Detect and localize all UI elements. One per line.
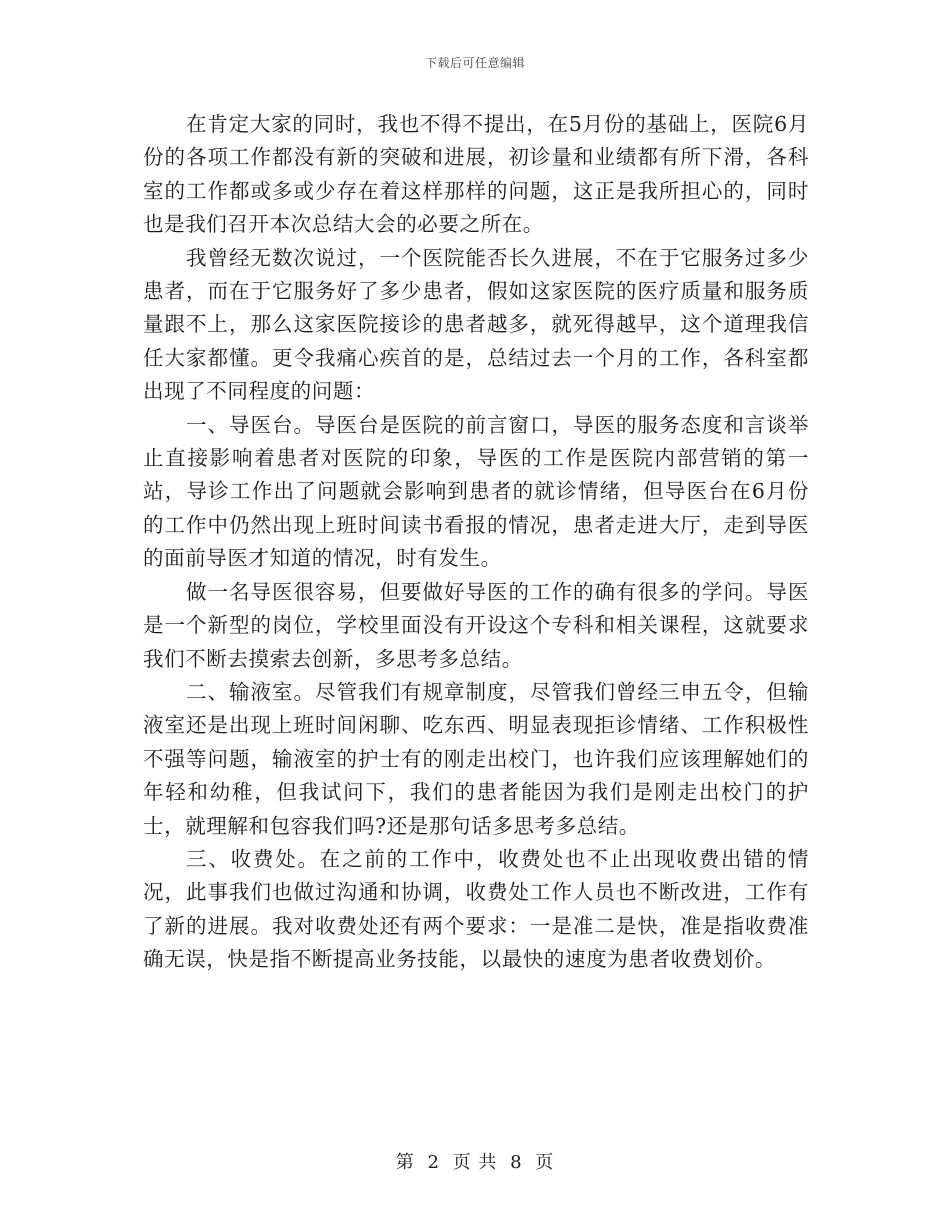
paragraph: 三、收费处。在之前的工作中，收费处也不止出现收费出错的情况，此事我们也做过沟通和协调，收费处工作人员也不断改进，工作有了新的进展。我对收费处还有两个要求：一是准二是快，准是指收费准确无误，快是指不断提高业务技能，以最快的速度为患者收费划价。	[143, 846, 809, 972]
footer-middle: 页 共	[452, 1152, 498, 1173]
paragraph: 在肯定大家的同时，我也不得不提出，在5月份的基础上，医院6月份的各项工作都没有新的突破和进展，初诊量和业绩都有所下滑，各科室的工作都或多或少存在着这样那样的问题，这正是我所担心的，同时也是我们召开本次总结大会的必要之所在。	[143, 112, 809, 237]
total-page-number: 8	[510, 1152, 523, 1173]
current-page-number: 2	[427, 1152, 440, 1173]
footer-suffix: 页	[535, 1152, 555, 1173]
page-header-note: 下载后可任意编辑	[424, 56, 525, 70]
paragraph: 我曾经无数次说过，一个医院能否长久进展，不在于它服务过多少患者，而在于它服务好了多少患者，假如这家医院的医疗质量和服务质量跟不上，那么这家医院接诊的患者越多，就死得越早，这个道理我信任大家都懂。更令我痛心疾首的是，总结过去一个月的工作，各科室都出现了不同程度的问题：	[143, 245, 809, 404]
footer-prefix: 第	[395, 1152, 415, 1173]
paragraph: 做一名导医很容易，但要做好导医的工作的确有很多的学问。导医是一个新型的岗位，学校里面没有开设这个专科和相关课程，这就要求我们不断去摸索去创新，多思考多总结。	[143, 579, 809, 671]
paragraph: 一、导医台。导医台是医院的前言窗口，导医的服务态度和言谈举止直接影响着患者对医院的印象，导医的工作是医院内部营销的第一站，导诊工作出了问题就会影响到患者的就诊情绪，但导医台在6月份的工作中仍然出现上班时间读书看报的情况，患者走进大厅，走到导医的面前导医才知道的情况，时有发生。	[143, 412, 809, 571]
document-body	[143, 108, 809, 977]
page-number-footer	[0, 1148, 950, 1174]
paragraph: 二、输液室。尽管我们有规章制度，尽管我们曾经三申五令，但输液室还是出现上班时间闲聊、吃东西、明显表现拒诊情绪、工作积极性不强等问题，输液室的护士有的刚走出校门，也许我们应该理解她们的年轻和幼稚，但我试问下，我们的患者能因为我们是刚走出校门的护士，就理解和包容我们吗?还是那句话多思考多总结。	[143, 679, 809, 838]
